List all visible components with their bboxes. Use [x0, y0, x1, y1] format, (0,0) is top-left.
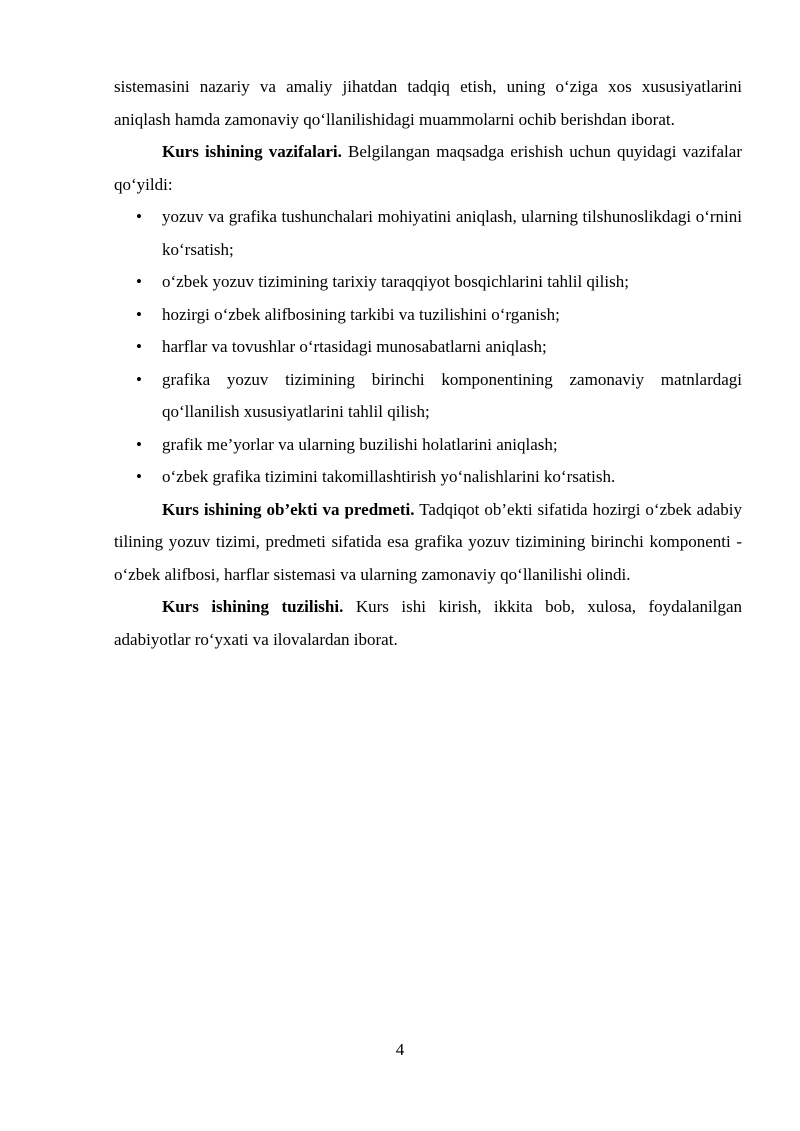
structure-paragraph	[114, 591, 742, 656]
list-item-text: grafika yozuv tizimining birinchi komponentining zamonaviy matnlardagi qo‘llanilish xususiyatlarini tahlil qilish;	[162, 369, 742, 421]
list-item	[114, 299, 742, 332]
list-item-text: grafik me’yorlar va ularning buzilishi holatlarini aniqlash;	[162, 434, 558, 454]
structure-heading: Kurs ishining tuzilishi.	[162, 597, 344, 616]
page-body	[114, 71, 742, 656]
bullet-icon: •	[136, 369, 142, 389]
tasks-paragraph	[114, 136, 742, 201]
list-item	[114, 331, 742, 364]
list-item	[114, 201, 742, 266]
list-item-text: yozuv va grafika tushunchalari mohiyatini aniqlash, ularning tilshunoslikdagi o‘rnini ko‘rsatish;	[162, 207, 742, 259]
structure-text: Kurs ishi kirish, ikkita bob, xulosa, foydalanilgan adabiyotlar ro‘yxati va ilovalardan iborat.	[114, 597, 742, 649]
bullet-icon: •	[136, 272, 142, 291]
list-item	[114, 364, 742, 429]
list-item-text: o‘zbek grafika tizimini takomillashtirish yo‘nalishlarini ko‘rsatish.	[162, 467, 616, 486]
list-item	[114, 429, 742, 462]
bullet-icon: •	[136, 337, 142, 356]
bullet-icon: •	[136, 304, 142, 324]
bullet-icon: •	[136, 434, 142, 454]
list-item-text: harflar va tovushlar o‘rtasidagi munosabatlarni aniqlash;	[162, 337, 547, 356]
list-item	[114, 461, 742, 494]
object-paragraph	[114, 494, 742, 592]
tasks-heading: Kurs ishining vazifalari.	[162, 142, 342, 161]
list-item-text: hozirgi o‘zbek alifbosining tarkibi va tuzilishini o‘rganish;	[162, 304, 560, 324]
object-heading: Kurs ishining ob’ekti va predmeti.	[162, 499, 415, 519]
page-number: 4	[395, 1040, 405, 1059]
tasks-list	[114, 201, 742, 494]
tasks-intro: Belgilangan maqsadga erishish uchun quyidagi vazifalar qo‘yildi:	[114, 142, 742, 194]
intro-continuation: sistemasini nazariy va amaliy jihatdan tadqiq etish, uning o‘ziga xos xususiyatlarini aniqlash hamda zamonaviy qo‘llanilishidagi muammolarni ochib berishdan iborat.	[114, 77, 742, 129]
bullet-icon: •	[136, 207, 142, 226]
list-item	[114, 266, 742, 299]
list-item-text: o‘zbek yozuv tizimining tarixiy taraqqiyot bosqichlarini tahlil qilish;	[162, 272, 629, 291]
bullet-icon: •	[136, 467, 142, 486]
object-text: Tadqiqot ob’ekti sifatida hozirgi o‘zbek adabiy tilining yozuv tizimi, predmeti sifatida esa grafika yozuv tizimining birinchi komponenti - o‘zbek alifbosi, harflar sistemasi va ularning zamonaviy qo‘llanilishi olindi.	[114, 499, 742, 584]
